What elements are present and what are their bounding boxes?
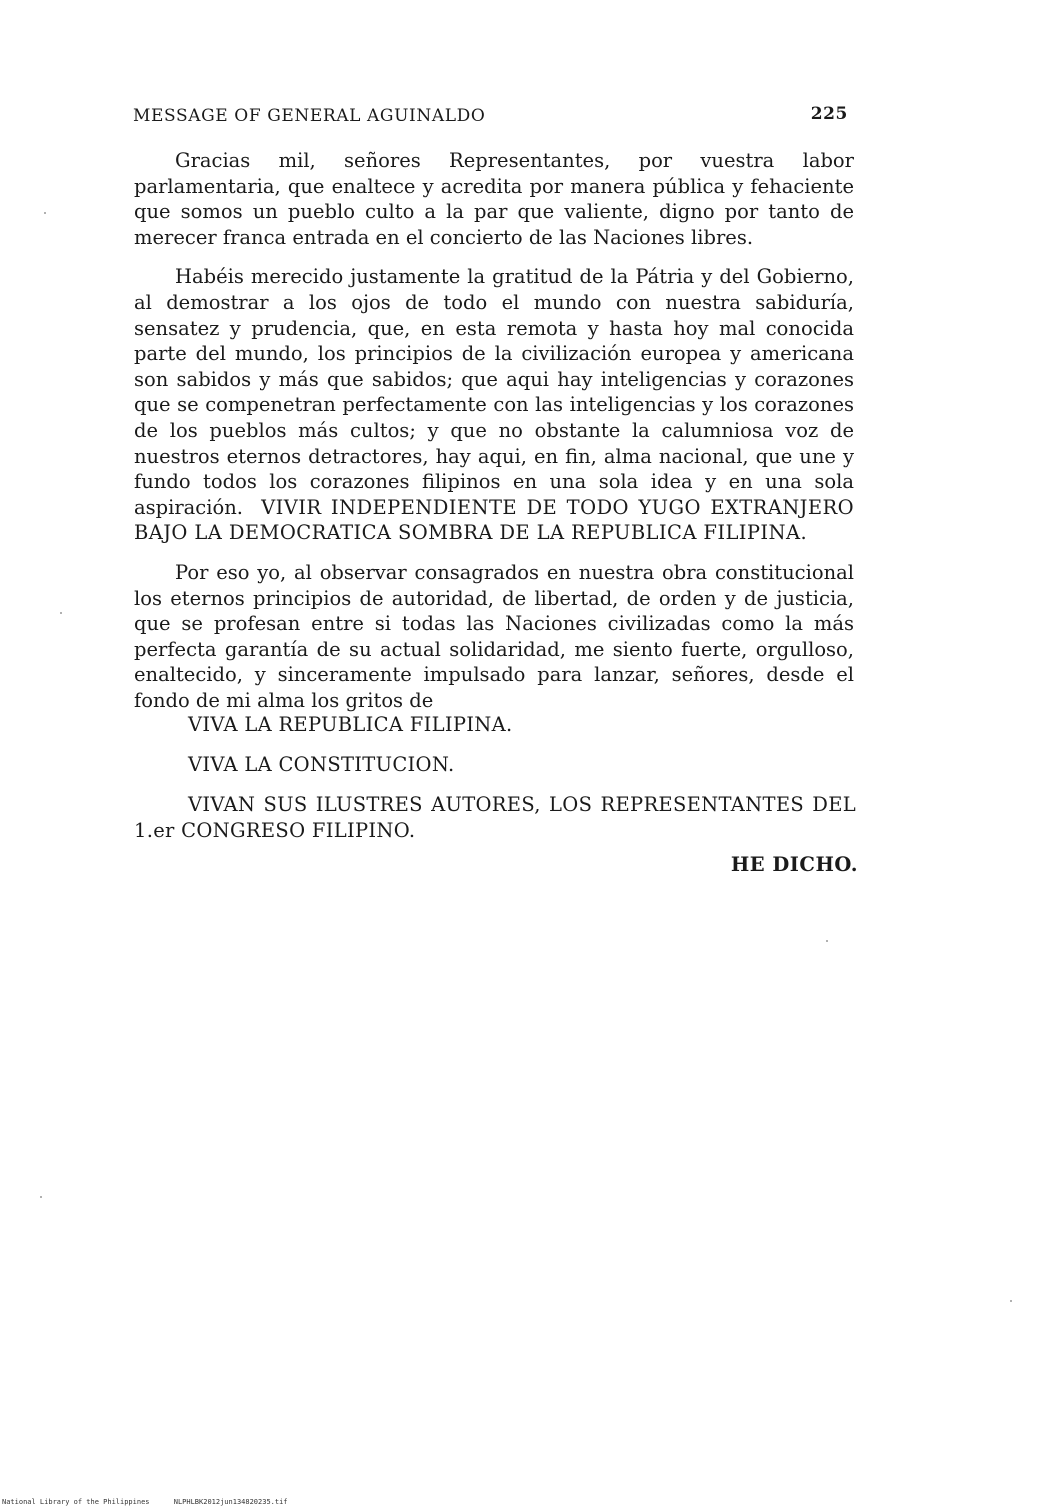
body-text <box>134 148 854 727</box>
paragraph-1: Gracias mil, señores Representantes, por vuestra labor parlamentaria, que enaltece y acredita por manera pública y fehaciente que somos un pueblo culto a la par que valiente, digno por tanto de merecer franca entrada en el concierto de las Naciones libres. <box>134 149 854 249</box>
page-number: 225 <box>810 104 848 124</box>
viva-republica: VIVA LA REPUBLICA FILIPINA. <box>188 713 513 736</box>
scan-speck <box>60 612 62 614</box>
scan-speck <box>40 1196 42 1198</box>
paragraph-2-text: Habéis merecido justamente la gratitud de la Pátria y del Gobierno, al demostrar a los ojos de todo el mundo con nuestra sabiduría, sensatez y prudencia, que, en esta remota y hasta hoy mal conocida parte del mundo, los principios de la civilización europea y americana son sabidos y más que sabidos; que aqui hay inteligencias y corazones que se compenetran perfectamente con las inteligencias y los corazones de los pueblos más cultos; y que no obstante la calumniosa voz de nuestros eternos detractores, hay aqui, en fin, alma nacional, que une y fundo todos los corazones filipinos en una sola idea y en una sola aspiración. <box>134 265 854 519</box>
paragraph-2 <box>134 264 854 546</box>
scan-speck <box>1010 1300 1012 1302</box>
vivan-autores: VIVAN SUS ILUSTRES AUTORES, LOS REPRESENTANTES DEL 1.er CONGRESO FILIPINO. <box>134 793 856 842</box>
footer-file-id: NLPHLBK2012jun134820235.tif <box>173 1498 288 1506</box>
viva-constitucion: VIVA LA CONSTITUCION. <box>188 753 455 776</box>
vivas-list <box>134 712 856 844</box>
footer-library: National Library of the Philippines <box>2 1498 150 1506</box>
running-head <box>133 104 848 132</box>
paragraph-3: Por eso yo, al observar consagrados en nuestra obra constitucional los eternos principios de autoridad, de libertad, de orden y de justicia, que se profesan entre si todas las Naciones civilizadas como la más perfecta garantía de su actual solidaridad, me siento fuerte, orgulloso, enaltecido, y sinceramente impulsado para lanzar, señores, desde el fondo de mi alma los gritos de <box>134 560 854 712</box>
scan-footer <box>2 1498 288 1506</box>
scan-speck <box>826 940 828 942</box>
closing-signoff: HE DICHO. <box>730 853 858 876</box>
running-head-title: MESSAGE OF GENERAL AGUINALDO <box>133 106 486 126</box>
scan-speck <box>44 212 46 214</box>
paragraph-2-caps: VIVIR INDEPENDIENTE DE TODO YUGO EXTRANJERO BAJO LA DEMOCRATICA SOMBRA DE LA REPUBLICA FILIPINA. <box>134 495 854 545</box>
